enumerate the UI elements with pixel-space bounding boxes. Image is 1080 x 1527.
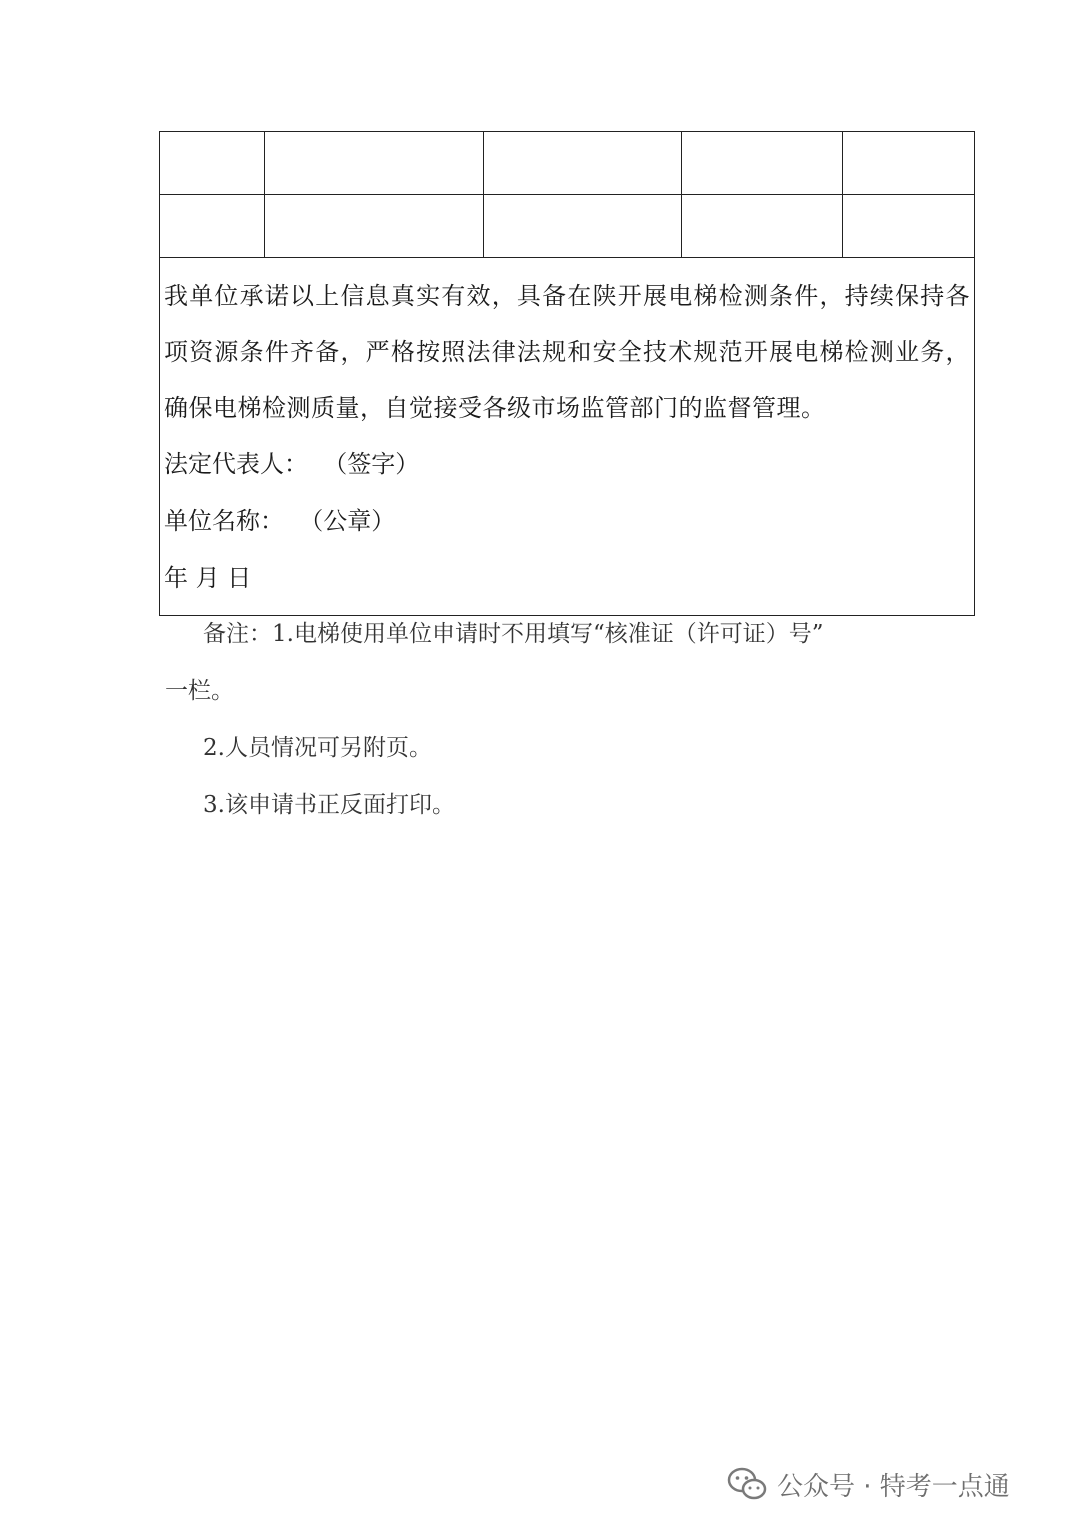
table-cell[interactable] <box>682 195 843 258</box>
table-cell[interactable] <box>484 195 682 258</box>
remarks-section <box>165 606 925 834</box>
pledge-statement: 我单位承诺以上信息真实有效，具备在陕开展电梯检测条件，持续保持各项资源条件齐备，严格按照法律法规和安全技术规范开展电梯检测业务，确保电梯检测质量，自觉接受各级市场监管部门的监督管理。 <box>164 282 970 422</box>
remark-1-continuation: 一栏。 <box>165 678 234 704</box>
remark-1: 备注：1.电梯使用单位申请时不用填写“核准证（许可证）号” <box>203 621 824 647</box>
table-cell[interactable] <box>160 132 265 195</box>
pledge-row <box>160 258 975 616</box>
wechat-icon <box>727 1467 767 1501</box>
date-line: 年 月 日 <box>164 564 252 592</box>
legal-representative-line: 法定代表人： （签字） <box>164 450 420 478</box>
table-cell[interactable] <box>160 195 265 258</box>
pledge-cell <box>160 258 975 616</box>
application-form-table <box>159 131 975 616</box>
table-cell[interactable] <box>265 132 484 195</box>
table-cell[interactable] <box>682 132 843 195</box>
remark-3: 3.该申请书正反面打印。 <box>203 792 455 818</box>
table-cell[interactable] <box>843 132 975 195</box>
table-row <box>160 132 975 195</box>
table-row <box>160 195 975 258</box>
watermark-text: 公众号 · 特考一点通 <box>777 1471 1010 1502</box>
table-cell[interactable] <box>265 195 484 258</box>
table-cell[interactable] <box>843 195 975 258</box>
wechat-watermark <box>727 1462 1010 1506</box>
remark-2: 2.人员情况可另附页。 <box>203 735 432 761</box>
table-cell[interactable] <box>484 132 682 195</box>
unit-name-line: 单位名称： （公章） <box>164 507 396 535</box>
